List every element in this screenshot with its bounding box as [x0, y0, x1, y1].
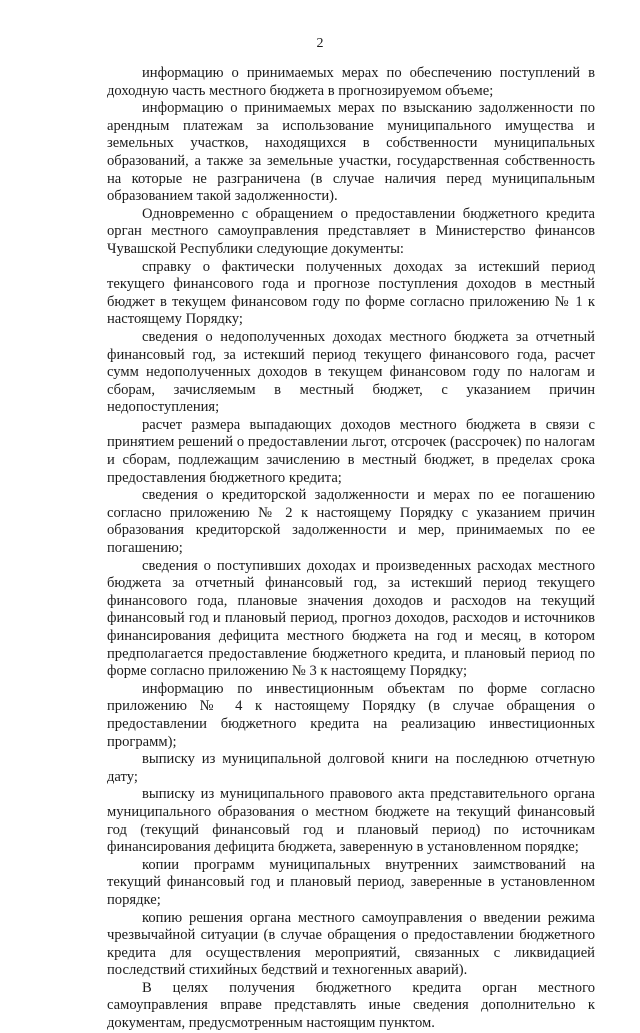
paragraph-creditor-debt: сведения о кредиторской задолженности и мерах по ее погашению согласно приложению № 2 к настоящему Порядку с указанием причин образования кредиторской задолженности и мер, принимаемых по ее погашению;: [107, 487, 595, 557]
page-number: 2: [316, 36, 324, 51]
paragraph-revenue-measures: информацию о принимаемых мерах по обеспечению поступлений в доходную часть местного бюджета в прогнозируемом объеме;: [107, 65, 595, 99]
paragraph-rent-debt-measures: информацию о принимаемых мерах по взысканию задолженности по арендным платежам за использование муниципального имущества и земельных участков, находящихся в собственности муниципальных образований, а также за земельные участки, государственная собственность на которые не разграничена (в случае наличия перед муниципальным образованием такой задолженности).: [107, 100, 595, 205]
paragraph-debt-book-extract: выписку из муниципальной долговой книги на последнюю отчетную дату;: [107, 751, 595, 785]
paragraph-income-expenses: сведения о поступивших доходах и произведенных расходах местного бюджета за отчетный финансовый год, за истекший период текущего финансового года, плановые значения доходов и расходов на текущий финансовый год и плановый период, прогноз доходов, расходов и источников финансирования дефицита местного бюджета на год и месяц, в котором предполагается предоставление бюджетного кредита, и плановый период по форме согласно приложению № 3 к настоящему Порядку;: [107, 557, 595, 680]
paragraph-emergency-decision: копию решения органа местного самоуправления о введении режима чрезвычайной ситуации (в случае обращения о предоставлении бюджетного кредита для осуществления мероприятий, связанных с ликвидацией последствий стихийных бедствий и техногенных аварий).: [107, 909, 595, 979]
paragraph-investment-objects: информацию по инвестиционным объектам по форме согласно приложению № 4 к настоящему Порядку (в случае обращения о предоставлении бюджетного кредита на реализацию инвестиционных программ);: [107, 680, 595, 750]
paragraph-legal-act-extract: выписку из муниципального правового акта представительного органа муниципального образования о местном бюджете на текущий финансовый год (текущий финансовый год и плановый период) по источникам финансирования дефицита бюджета, заверенную в установленном порядке;: [107, 786, 595, 856]
paragraph-lost-income: сведения о недополученных доходах местного бюджета за отчетный финансовый год, за истекший период текущего финансового года, расчет сумм недополученных доходов в текущем финансовом году по налогам и сборам, зачисляемым в местный бюджет, с указанием причин недопоступления;: [107, 328, 595, 416]
paragraph-documents-intro: Одновременно с обращением о предоставлении бюджетного кредита орган местного самоуправления представляет в Министерство финансов Чувашской Республики следующие документы:: [107, 205, 595, 257]
document-body: [107, 65, 595, 1033]
paragraph-borrowing-programs: копии программ муниципальных внутренних заимствований на текущий финансовый год и плановый период, заверенные в установленном порядке;: [107, 856, 595, 908]
paragraph-income-certificate: справку о фактически полученных доходах за истекший период текущего финансового года и прогнозе поступления доходов в местный бюджет в текущем финансовом году по форме согласно приложению № 1 к настоящему Порядку;: [107, 258, 595, 328]
paragraph-additional-info: В целях получения бюджетного кредита орган местного самоуправления вправе представлять иные сведения дополнительно к документам, предусмотренным настоящим пунктом.: [107, 979, 595, 1032]
paragraph-tax-benefits: расчет размера выпадающих доходов местного бюджета в связи с принятием решений о предоставлении льгот, отсрочек (рассрочек) по налогам и сборам, подлежащим зачислению в местный бюджет, в пределах срока предоставления бюджетного кредита;: [107, 416, 595, 486]
